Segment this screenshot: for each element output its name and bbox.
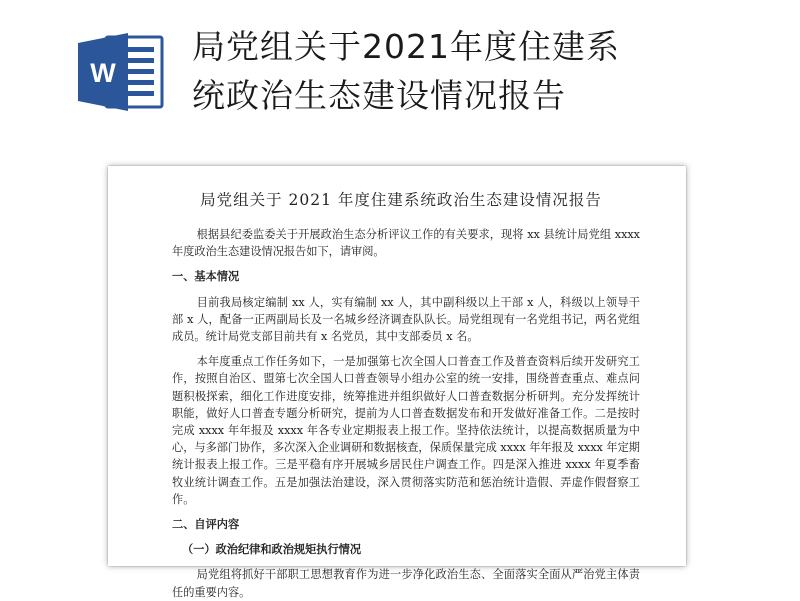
document-title: 局党组关于 2021 年度住建系统政治生态建设情况报告	[200, 191, 602, 209]
banner-title-line-1: 局党组关于2021年度住建系	[192, 27, 620, 66]
document-intro: 根据县纪委监委关于开展政治生态分析评议工作的有关要求，现将 xx 县统计局党组 xxxx 年度政治生态建设情况报告如下，请审阅。	[172, 228, 640, 259]
section-2-heading: 二、自评内容	[172, 517, 240, 532]
word-document-icon	[76, 33, 166, 111]
word-icon-letter: W	[90, 58, 116, 88]
document-page-preview	[108, 166, 686, 599]
section-1-paragraph-1: 目前我局核定编制 xx 人，实有编制 xx 人，其中副科级以上干部 x 人，科级以上领导干部 x 人，配备一正两副局长及一名城乡经济调查队队长。局党组现有一名党组书记，两名党组成员。统计局党支部目前共有 x 名党员，其中支部委员 x 名。	[172, 295, 640, 344]
section-2-paragraph-1: 局党组将抓好干部职工思想教育作为进一步净化政治生态、全面落实全面从严治党主体责任的重要内容。	[172, 568, 640, 599]
section-1-paragraph-2: 本年度重点工作任务如下，一是加强第七次全国人口普查工作及普查资料后续开发研究工作，按照自治区、盟第七次全国人口普查领导小组办公室的统一安排，围绕普查重点、难点问题积极探索，细化工作进度安排，统筹推进并组织做好人口普查数据分析研判。充分发挥统计职能，做好人口普查专题分析研究，提前为人口普查数据发布和开发做好准备工作。二是按时完成 xxxx 年年报及 xxxx 年各专业定期报表上报工作。坚持依法统计，以提高数据质量为中心，与多部门协作，多次深入企业调研和数据核查，保质保量完成 xxxx 年年报及 xxxx 年定期统计报表上报工作。三是平稳有序开展城乡居民住户调查工作。四是深入推进 xxxx 年夏季畜牧业统计调查工作。五是加强法治建设，深入贯彻落实防范和惩治统计造假、弄虚作假督察工作。	[172, 355, 640, 506]
section-2-subheading-1: （一）政治纪律和政治规矩执行情况	[182, 542, 362, 557]
banner-title	[192, 22, 772, 120]
section-1-heading: 一、基本情况	[172, 269, 240, 284]
banner-title-line-2: 统政治生态建设情况报告	[192, 76, 566, 115]
